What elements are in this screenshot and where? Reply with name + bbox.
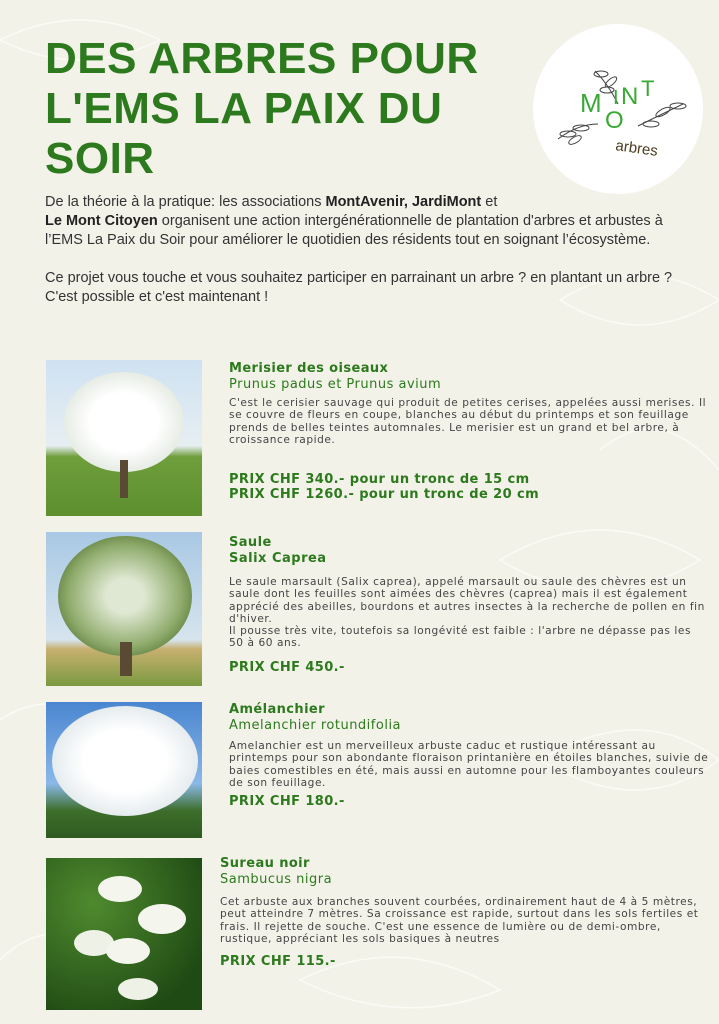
montarbres-logo <box>533 24 703 194</box>
svg-text:T: T <box>641 76 655 101</box>
association-names: MontAvenir, JardiMont <box>325 194 482 210</box>
amelanchier-photo <box>46 702 202 838</box>
tree-price: PRIX CHF 340.- pour un tronc de 15 cm <box>229 472 530 488</box>
tree-description: Cet arbuste aux branches souvent courbées, ordinairement haut de 4 à 5 mètres, peut atteindre 7 mètres. Sa croissance est rapide, surtout dans les sols fertiles et frais. Il rejette de souche. C'est une essence de lumière ou de demi-ombre, rustique, appréciant les sols basiques à neutres <box>220 896 699 945</box>
svg-text:M: M <box>580 88 602 118</box>
tree-item-amelanchier <box>229 702 709 809</box>
tree-latin-name: Amelanchier rotundifolia <box>229 718 402 733</box>
page-title: DES ARBRES POUR L'EMS LA PAIX DU SOIR <box>45 34 479 183</box>
intro-paragraph: De la théorie à la pratique: les associations MontAvenir, JardiMont et Le Mont Citoyen organisent une action intergénérationnelle de plantation d'arbres et arbustes à l’EMS La Paix du Soir pour améliorer le quotidien des résidents tout en soignant l’écosystème. <box>45 194 663 248</box>
merisier-photo <box>46 360 202 516</box>
intro-text <box>45 193 685 326</box>
association-name: Le Mont Citoyen <box>45 213 158 229</box>
svg-text:I: I <box>613 87 619 109</box>
tree-price: PRIX CHF 1260.- pour un tronc de 20 cm <box>229 487 540 503</box>
svg-text:arbres: arbres <box>614 137 659 160</box>
call-to-action: Ce projet vous touche et vous souhaitez participer en parrainant un arbre ? en plantant un arbre ? C'est possible et c'est maintenant ! <box>45 270 673 305</box>
tree-item-sureau <box>220 856 710 969</box>
tree-name: Amélanchier <box>229 702 325 717</box>
saule-photo <box>46 532 202 686</box>
tree-latin-name: Salix Caprea <box>229 551 327 566</box>
tree-price: PRIX CHF 450.- <box>229 659 345 675</box>
sureau-photo <box>46 858 202 1010</box>
svg-text:O: O <box>605 107 624 134</box>
svg-text:N: N <box>621 83 639 110</box>
logo-graphic <box>533 24 703 194</box>
tree-item-saule <box>229 535 709 675</box>
tree-price: PRIX CHF 180.- <box>229 794 345 810</box>
tree-name: Merisier des oiseaux <box>229 361 389 376</box>
tree-description-2: Il pousse très vite, toutefois sa longévité est faible : l'arbre ne dépasse pas les 50 à 60 ans. <box>229 625 692 650</box>
tree-name: Sureau noir <box>220 856 310 871</box>
tree-item-merisier <box>229 361 709 502</box>
tree-description: Amelanchier est un merveilleux arbuste caduc et rustique intéressant au printemps pour son abondante floraison printanière en étoiles blanches, suivie de baies comestibles en été, mais aussi en automne pour les flamboyantes couleurs de son feuillage. <box>229 740 709 789</box>
tree-latin-name: Sambucus nigra <box>220 872 333 887</box>
tree-description: Le saule marsault (Salix caprea), appelé marsault ou saule des chèvres est un saule dont les feuilles sont aimées des chèvres (caprea) mais il est également apprécié des abeilles, bourdons et autres insectes à la recherche de pollen en fin d'hiver. <box>229 576 705 625</box>
tree-price: PRIX CHF 115.- <box>220 954 336 970</box>
tree-name: Saule <box>229 535 272 550</box>
tree-description: C'est le cerisier sauvage qui produit de petites cerises, appelées aussi merises. Il se couvre de fleurs en coupe, blanches au début du printemps et son feuillage prends de belles teintes automnales. Le merisier est un grand et bel arbre, à croissance rapide. <box>229 397 707 446</box>
tree-latin-name: Prunus padus et Prunus avium <box>229 377 442 392</box>
